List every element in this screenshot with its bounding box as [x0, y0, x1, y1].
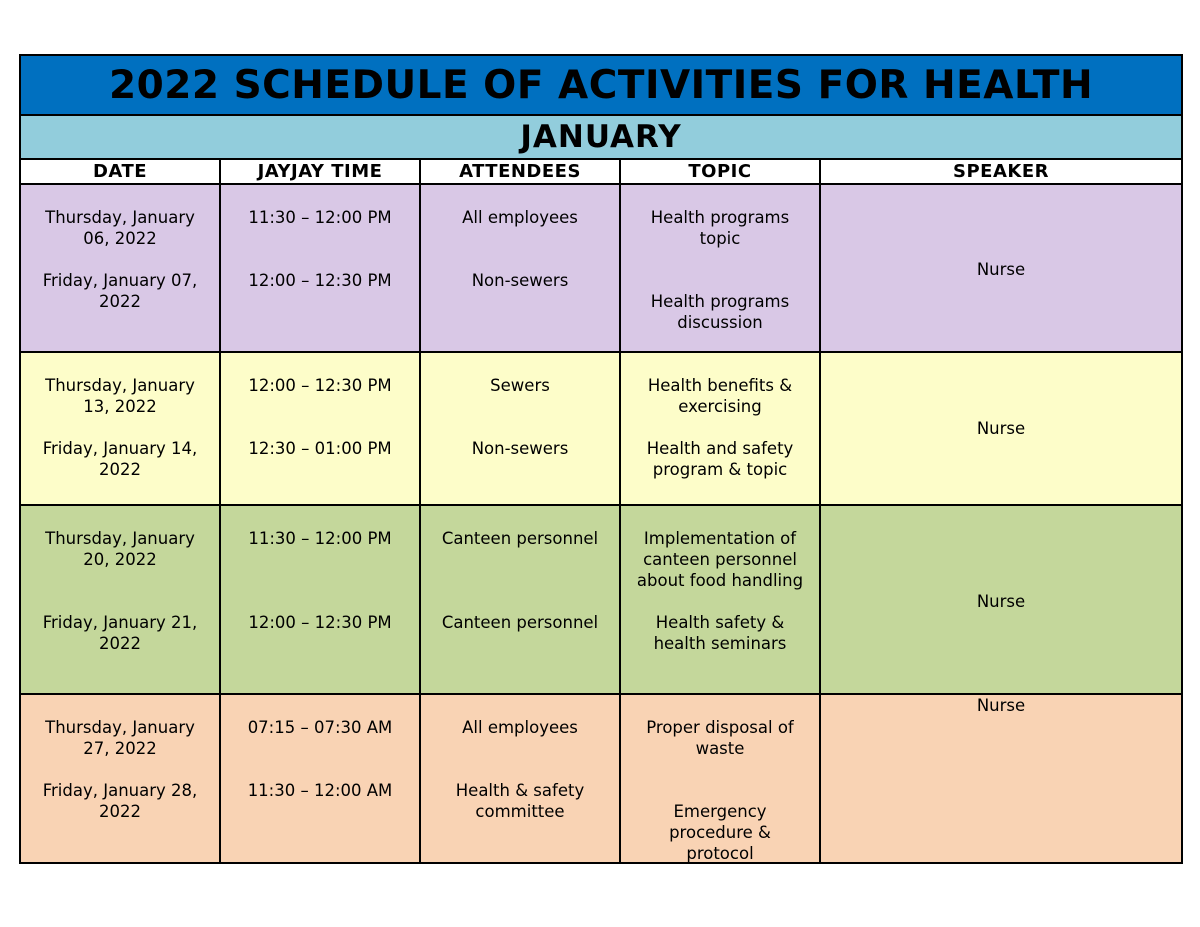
- date-1-line: 06, 2022: [83, 229, 157, 248]
- date-1-line: 27, 2022: [83, 739, 157, 758]
- column-header-speaker: SPEAKER: [820, 159, 1182, 184]
- column-header-time: JAYJAY TIME: [220, 159, 420, 184]
- column-header-date: DATE: [20, 159, 220, 184]
- date-cell: [20, 352, 220, 505]
- time-cell: [220, 184, 420, 352]
- attendees-1-line: Canteen personnel: [441, 529, 599, 548]
- date-1-line: 20, 2022: [83, 550, 157, 569]
- topic-1-line: canteen personnel: [643, 550, 797, 569]
- topic-1-line: about food handling: [636, 571, 804, 590]
- date-1-line: 13, 2022: [83, 397, 157, 416]
- table-row: [20, 505, 1182, 694]
- table-row: [20, 184, 1182, 352]
- attendees-cell: [420, 505, 620, 694]
- topic-2-line: Health programs: [650, 292, 790, 311]
- speaker-name: Nurse: [976, 592, 1026, 611]
- schedule-sheet: [19, 54, 1181, 864]
- time-cell: [220, 352, 420, 505]
- date-2-line: 2022: [99, 802, 141, 821]
- topic-1-line: Health programs: [650, 208, 790, 227]
- time-2: 12:00 – 12:30 PM: [248, 271, 392, 290]
- time-cell: [220, 505, 420, 694]
- date-1-line: Thursday, January: [45, 376, 195, 395]
- speaker-name: Nurse: [976, 419, 1026, 438]
- date-cell: [20, 184, 220, 352]
- time-2: 12:30 – 01:00 PM: [248, 439, 392, 458]
- topic-2-line: program & topic: [652, 460, 788, 479]
- topic-1-line: waste: [695, 739, 745, 758]
- page-title: 2022 SCHEDULE OF ACTIVITIES FOR HEALTH: [20, 55, 1182, 115]
- topic-cell: [620, 352, 820, 505]
- attendees-2-line: committee: [475, 802, 565, 821]
- topic-1-line: Proper disposal of: [646, 718, 794, 737]
- topic-2-line: Health and safety: [646, 439, 794, 458]
- attendees-cell: [420, 352, 620, 505]
- topic-2-line: procedure &: [669, 823, 771, 842]
- attendees-1-line: All employees: [462, 208, 578, 227]
- attendees-cell: [420, 694, 620, 863]
- topic-cell: [620, 184, 820, 352]
- topic-2-line: health seminars: [653, 634, 787, 653]
- topic-1-line: topic: [699, 229, 741, 248]
- speaker-cell: [820, 352, 1182, 505]
- topic-1-line: Health benefits &: [647, 376, 793, 395]
- table-row: [20, 694, 1182, 863]
- date-2-line: Friday, January 21,: [42, 613, 198, 632]
- table-row: [20, 352, 1182, 505]
- topic-1-line: exercising: [678, 397, 762, 416]
- time-1: 11:30 – 12:00 PM: [248, 529, 392, 548]
- date-1-line: Thursday, January: [45, 208, 195, 227]
- time-2: 12:00 – 12:30 PM: [248, 613, 392, 632]
- attendees-2-line: Non-sewers: [471, 271, 569, 290]
- time-1: 11:30 – 12:00 PM: [248, 208, 392, 227]
- attendees-1-line: Sewers: [490, 376, 550, 395]
- month-heading: JANUARY: [20, 115, 1182, 159]
- date-1-line: Thursday, January: [45, 529, 195, 548]
- attendees-2-line: Canteen personnel: [441, 613, 599, 632]
- column-header-attendees: ATTENDEES: [420, 159, 620, 184]
- column-header-topic: TOPIC: [620, 159, 820, 184]
- time-1: 12:00 – 12:30 PM: [248, 376, 392, 395]
- attendees-2-line: Non-sewers: [471, 439, 569, 458]
- topic-1-line: Implementation of: [643, 529, 797, 548]
- date-2-line: 2022: [99, 634, 141, 653]
- speaker-name: Nurse: [976, 696, 1026, 715]
- time-2: 11:30 – 12:00 AM: [247, 781, 393, 800]
- attendees-cell: [420, 184, 620, 352]
- time-1: 07:15 – 07:30 AM: [247, 718, 393, 737]
- speaker-name: Nurse: [976, 260, 1026, 279]
- date-1-line: Thursday, January: [45, 718, 195, 737]
- speaker-cell: [820, 184, 1182, 352]
- topic-2-line: discussion: [677, 313, 763, 332]
- attendees-1-line: All employees: [462, 718, 578, 737]
- topic-cell: [620, 694, 820, 863]
- date-cell: [20, 694, 220, 863]
- date-2-line: 2022: [99, 292, 141, 311]
- schedule-table: [19, 54, 1183, 864]
- attendees-2-line: Health & safety: [455, 781, 585, 800]
- date-cell: [20, 505, 220, 694]
- topic-2-line: Health safety &: [655, 613, 785, 632]
- date-2-line: 2022: [99, 460, 141, 479]
- speaker-cell: [820, 694, 1182, 863]
- topic-2-line: Emergency: [673, 802, 767, 821]
- date-2-line: Friday, January 07,: [42, 271, 198, 290]
- topic-cell: [620, 505, 820, 694]
- speaker-cell: [820, 505, 1182, 694]
- topic-2-line: protocol: [686, 844, 754, 863]
- time-cell: [220, 694, 420, 863]
- date-2-line: Friday, January 28,: [42, 781, 198, 800]
- date-2-line: Friday, January 14,: [42, 439, 198, 458]
